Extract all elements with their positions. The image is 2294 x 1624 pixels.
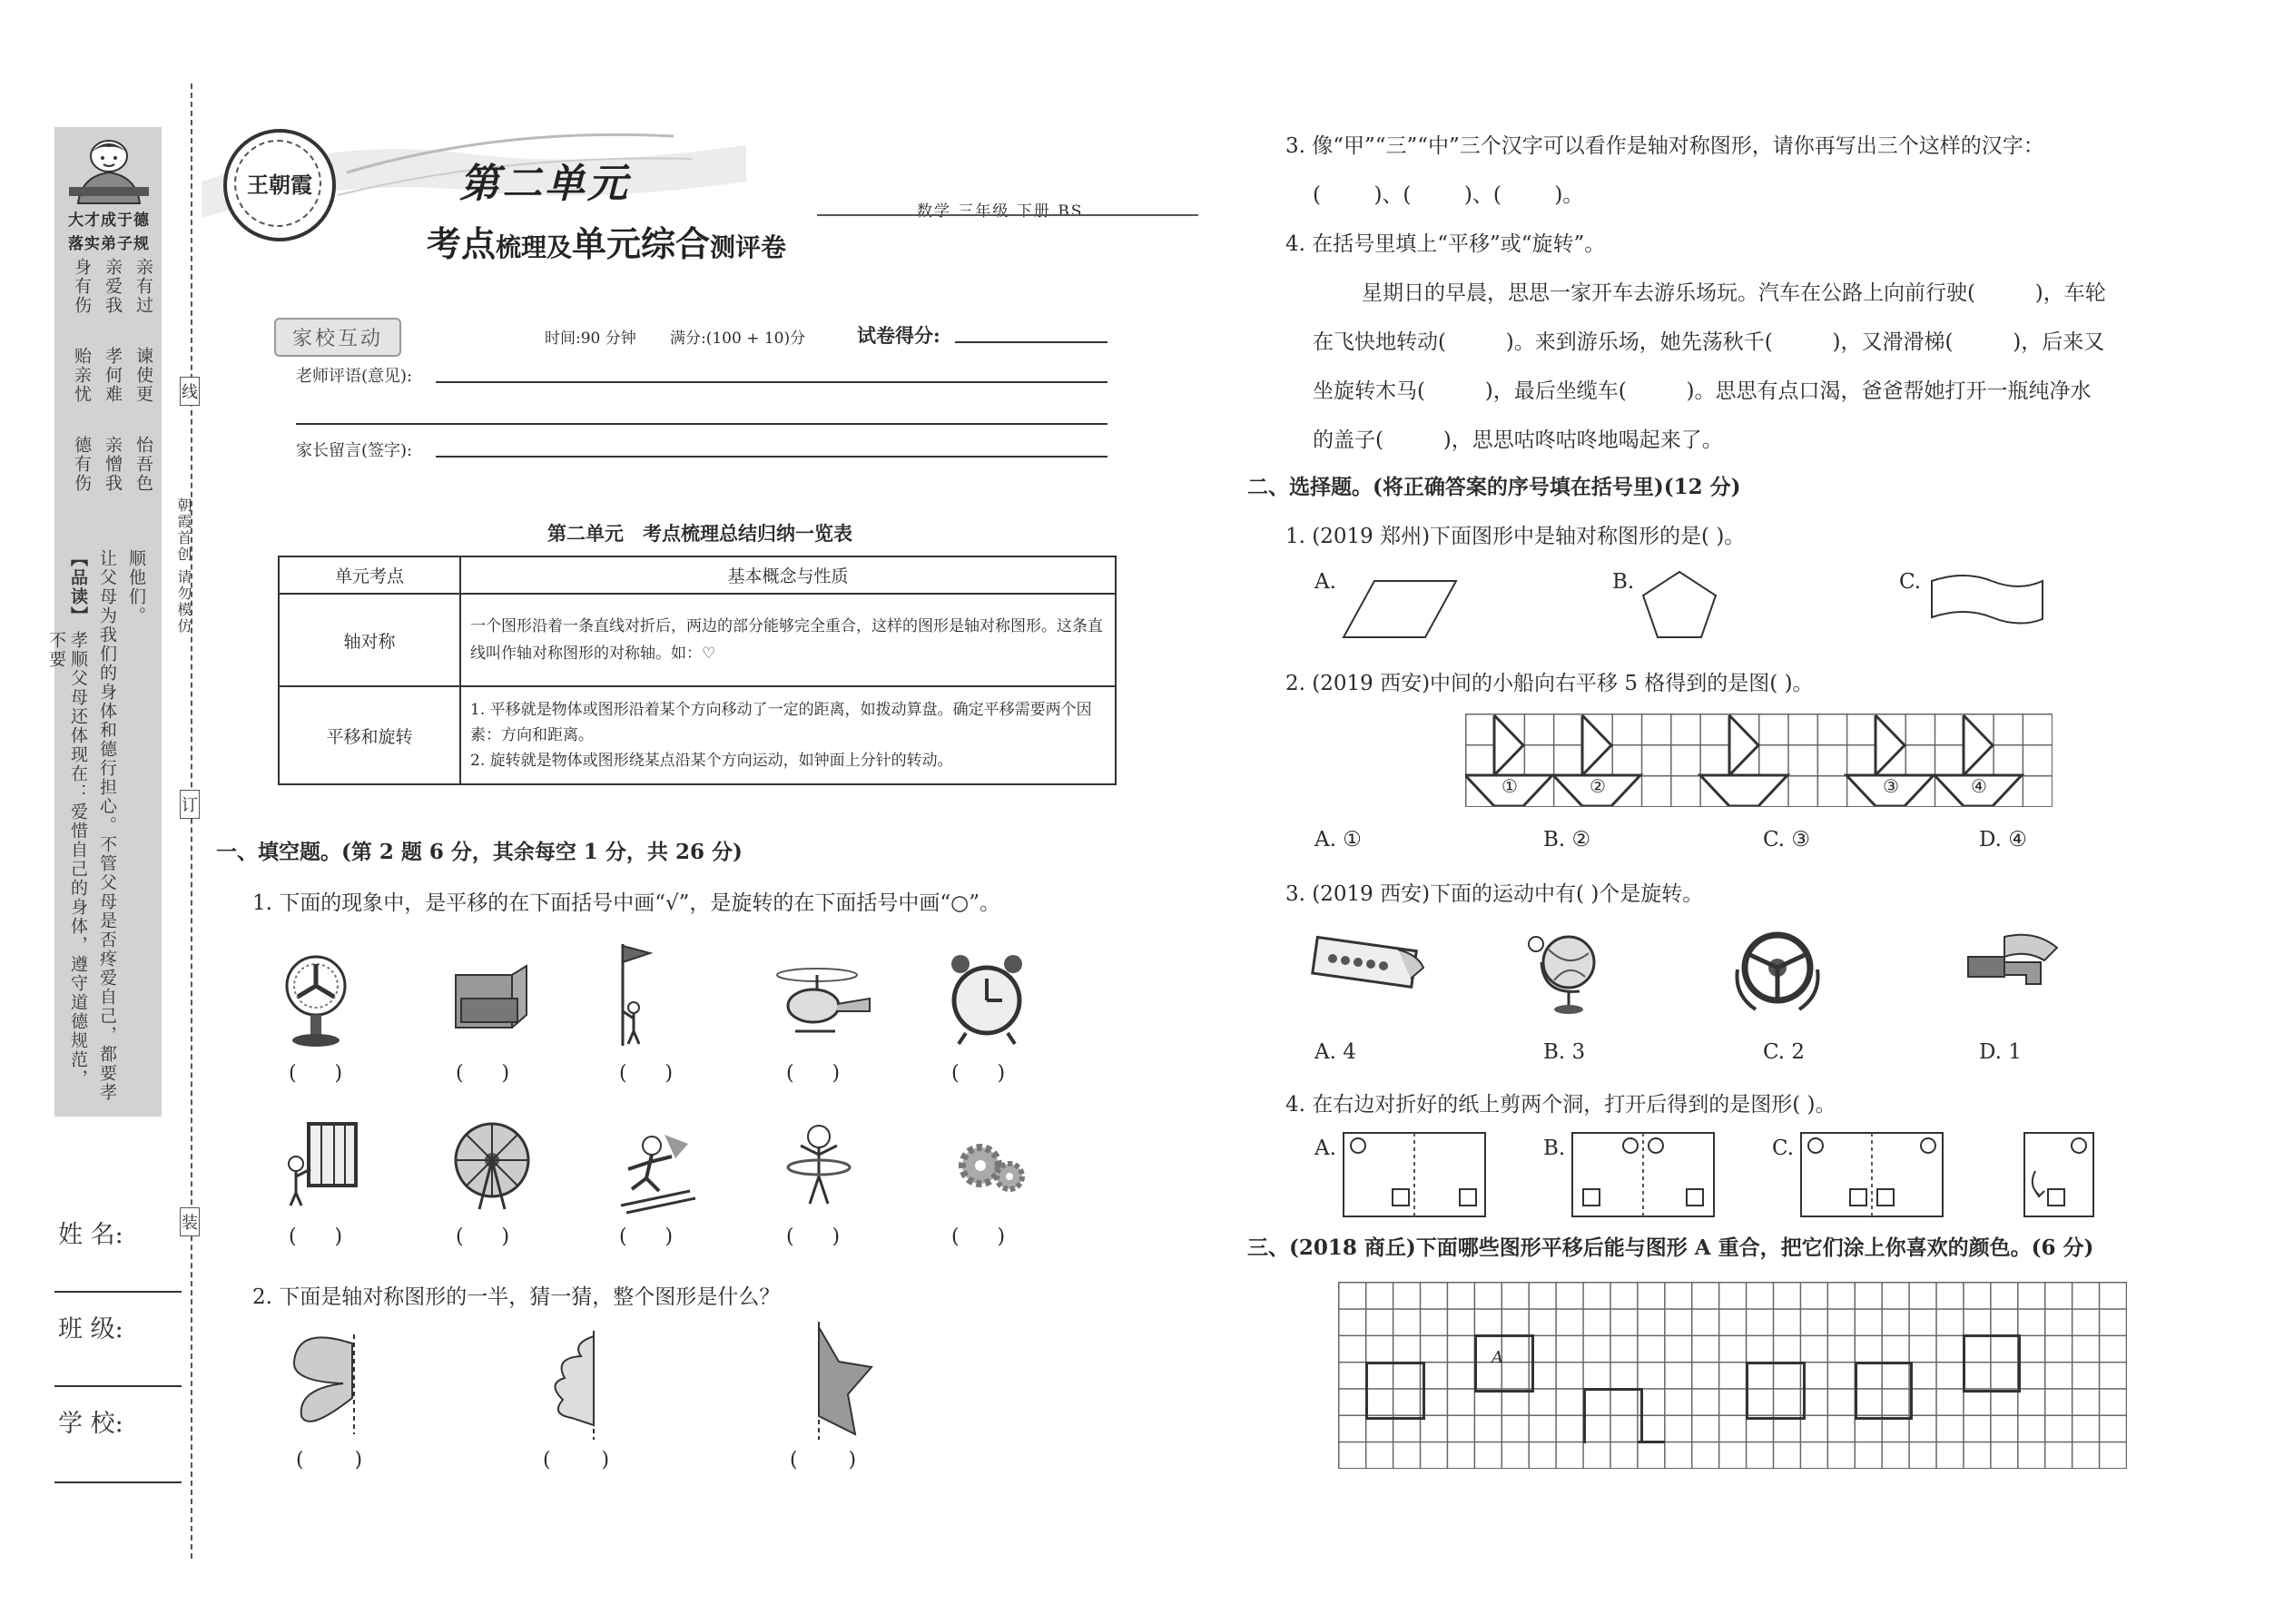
answer-blank[interactable]: ( )	[951, 1062, 1006, 1085]
answer-blank[interactable]: ( )	[456, 1062, 510, 1085]
answer-blank[interactable]: ( )	[289, 1225, 343, 1248]
alarm-clock-icon	[946, 950, 1028, 1053]
answer-blank[interactable]: ( )	[951, 1225, 1006, 1248]
parallelogram-shape	[1342, 577, 1460, 645]
teacher-comment-field-2[interactable]	[296, 423, 1108, 425]
overview-title: 第二单元 考点梳理总结归纳一览表	[547, 523, 852, 545]
option-label: B.	[1543, 1137, 1566, 1160]
teacher-comment-field[interactable]	[436, 381, 1108, 383]
answer-blank[interactable]: ( )	[786, 1225, 841, 1248]
option-label: D. 1	[1979, 1040, 2022, 1064]
story-line: 坐旋转木马( )，最后坐缆车( )。思思有点口渴，爸爸帮她打开一瓶纯净水	[1313, 379, 2092, 403]
boat-mark: ①	[1501, 775, 1518, 797]
half-leaf-icon	[545, 1331, 599, 1443]
story-line: 星期日的早晨，思思一家开车去游乐场玩。汽车在公路上向前行驶( )，车轮	[1362, 281, 2106, 305]
half-butterfly-icon	[289, 1334, 361, 1438]
paper-option-c	[1799, 1131, 1944, 1222]
steering-wheel-icon	[1732, 922, 1823, 1026]
binding-mark: 装	[180, 1207, 200, 1236]
answer-blank[interactable]: ( )	[619, 1062, 674, 1085]
topic-cell: 平移和旋转	[279, 686, 460, 784]
subtitle-c: 单元综合	[572, 223, 711, 264]
option-label: A. ①	[1314, 828, 1362, 851]
boat-mark: ④	[1971, 775, 1987, 797]
paper-option-a	[1342, 1131, 1487, 1222]
name-field[interactable]	[54, 1291, 182, 1293]
verse: 身有伤	[72, 258, 92, 315]
question-1-3-blanks[interactable]: ( )、( )、( )。	[1313, 183, 1584, 207]
parent-comment-label: 家长留言(签字):	[296, 441, 413, 460]
verse-block	[64, 258, 154, 539]
score-label: 试卷得分:	[857, 324, 940, 347]
class-label: 班 级:	[58, 1315, 123, 1343]
globe-icon	[1525, 926, 1607, 1020]
shape-a-label: A	[1492, 1348, 1503, 1367]
grid-shape	[1963, 1334, 2021, 1393]
option-label: C.	[1899, 570, 1922, 594]
option-label: C. 2	[1763, 1040, 1806, 1064]
book-info: 数学 三年级 下册 BS	[917, 202, 1084, 221]
subtitle-b: 梳理及	[496, 232, 573, 262]
question-1-2: 2. 下面是轴对称图形的一半，猜一猜，整个图形是什么？	[252, 1285, 781, 1309]
fan-icon	[274, 950, 358, 1053]
flag-raising-icon	[610, 940, 665, 1053]
section-2-title: 二、选择题。(将正确答案的序号填在括号里)(12 分)	[1247, 475, 1741, 499]
question-1-1: 1. 下面的现象中，是平移的在下面括号中画“√”，是旋转的在下面括号中画“○”。	[252, 891, 1001, 915]
question-2-1: 1. (2019 郑州)下面图形中是轴对称图形的是( )。	[1285, 525, 1746, 548]
overview-table	[278, 556, 1117, 785]
score-field[interactable]	[955, 341, 1108, 343]
story-line: 在飞快地转动( )。来到游乐场，她先荡秋千( )，又滑滑梯( )，后来又	[1313, 330, 2105, 354]
time-text: 时间:90 分钟	[545, 330, 636, 348]
ferris-wheel-icon	[448, 1115, 536, 1218]
motto-line-1: 大才成于德	[68, 212, 150, 230]
teacher-comment-label: 老师评语(意见):	[296, 367, 413, 386]
option-label: C. ③	[1763, 828, 1811, 851]
school-field[interactable]	[54, 1481, 182, 1483]
verse: 怡吾色	[133, 436, 153, 493]
question-2-3: 3. (2019 西安)下面的运动中有( )个是旋转。	[1285, 882, 1704, 906]
verse: 亲憎我	[103, 436, 123, 493]
score-text: 满分:(100 + 10)分	[670, 330, 806, 348]
hula-hoop-icon	[783, 1118, 855, 1213]
verse: 德有伤	[72, 436, 92, 493]
option-label: B.	[1612, 570, 1635, 594]
question-2-4: 4. 在右边对折好的纸上剪两个洞，打开后得到的是图形( )。	[1285, 1093, 1836, 1117]
folded-paper-icon	[2023, 1131, 2095, 1222]
gears-icon	[955, 1135, 1028, 1202]
window-icon	[281, 1118, 363, 1213]
binding-mark: 线	[180, 377, 200, 406]
question-2-2: 2. (2019 西安)中间的小船向右平移 5 格得到的是图( )。	[1285, 672, 1814, 695]
drawer-icon	[448, 962, 532, 1038]
boat-mark: ③	[1883, 775, 1899, 797]
reading-text: 让父母为我们的身体和德行担心。不管父母是否疼爱自己，都要孝	[97, 549, 117, 1102]
shape-a	[1474, 1334, 1534, 1393]
verse: 亲爱我	[103, 258, 123, 315]
boat-grid	[1465, 714, 2053, 807]
question-1-4: 4. 在括号里填上“平移”或“旋转”。	[1285, 232, 1606, 256]
answer-blank[interactable]: ( )	[790, 1449, 857, 1471]
brand-logo	[223, 129, 336, 241]
abacus-icon	[1311, 931, 1429, 999]
parent-comment-field[interactable]	[436, 456, 1108, 458]
reading-title: 【品读】	[68, 549, 88, 625]
answer-blank[interactable]: ( )	[456, 1225, 510, 1248]
copyright-notice: 朝霞首创 请勿模仿	[175, 497, 192, 635]
pentagon-shape	[1639, 568, 1721, 645]
class-field[interactable]	[54, 1385, 182, 1387]
column-header: 单元考点	[279, 556, 460, 594]
grid-shape-tail	[1638, 1441, 1665, 1443]
desc-cell	[460, 686, 1116, 784]
paper-option-b	[1570, 1131, 1716, 1222]
reading-text: 孝顺父母还体现在：爱惜自己的身体，遵守道德规范，不要	[46, 631, 88, 1088]
grid-shape	[1583, 1388, 1643, 1443]
option-label: A. 4	[1314, 1040, 1356, 1064]
option-label: D. ④	[1979, 828, 2027, 851]
option-label: B. ②	[1543, 828, 1591, 851]
faucet-icon	[1963, 930, 2063, 1006]
verse: 谏使更	[133, 347, 153, 404]
subtitle	[427, 216, 786, 266]
reading-block	[46, 549, 154, 1107]
subtitle-a: 考点	[427, 223, 497, 264]
answer-blank[interactable]: ( )	[289, 1062, 343, 1085]
option-label: A.	[1314, 1137, 1336, 1160]
story-line: 的盖子( )，思思咕咚咕咚地喝起来了。	[1313, 428, 1723, 452]
answer-blank[interactable]: ( )	[619, 1225, 674, 1248]
half-star-icon	[812, 1322, 875, 1443]
section-1-title: 一、填空题。(第 2 题 6 分，其余每空 1 分，共 26 分)	[216, 840, 743, 864]
verse: 亲有过	[133, 258, 153, 315]
desc-line: 2. 旋转就是物体或图形绕某点沿某个方向运动，如钟面上分针的转动。	[470, 752, 953, 770]
unit-title: 第二单元	[459, 161, 630, 207]
logo-text: 王朝霞	[247, 172, 312, 198]
binding-mark: 订	[180, 790, 200, 819]
boat-mark: ②	[1590, 775, 1606, 797]
grid-shape	[1855, 1362, 1913, 1420]
subtitle-d: 测评卷	[710, 232, 787, 262]
motto-line-2: 落实弟子规	[68, 235, 150, 253]
home-school-badge: 家校互动	[274, 318, 401, 357]
answer-blank[interactable]: ( )	[786, 1062, 841, 1085]
verse: 贻亲忧	[72, 347, 92, 404]
section-3-title: 三、(2018 商丘)下面哪些图形平移后能与图形 A 重合，把它们涂上你喜欢的颜色。(6 分)	[1247, 1235, 2094, 1260]
answer-blank[interactable]: ( )	[543, 1449, 610, 1471]
option-label: C.	[1772, 1137, 1795, 1160]
option-label: B. 3	[1543, 1040, 1586, 1064]
child-mascot-icon	[62, 134, 156, 205]
desc-line: 1. 平移就是物体或图形沿着某个方向移动了一定的距离，如拨动算盘。确定平移需要两个因素：方向和距离。	[470, 701, 1092, 744]
skier-icon	[610, 1126, 701, 1220]
answer-blank[interactable]: ( )	[296, 1449, 363, 1471]
flag-shape	[1928, 572, 2046, 634]
name-label: 姓 名:	[58, 1221, 123, 1249]
verse: 孝何难	[103, 347, 123, 404]
grid-shape	[1365, 1362, 1425, 1420]
option-label: A.	[1314, 570, 1336, 594]
school-label: 学 校:	[58, 1410, 123, 1438]
grid-shape	[1746, 1362, 1806, 1420]
column-header: 基本概念与性质	[460, 556, 1116, 594]
header-rule	[817, 214, 1198, 216]
binding-cut-line	[191, 84, 192, 1559]
reading-text: 顺他们。	[126, 549, 146, 625]
topic-cell: 轴对称	[279, 594, 460, 686]
question-1-3: 3. 像“甲”“三”“中”三个汉字可以看作是轴对称图形，请你再写出三个这样的汉字：	[1285, 134, 2044, 158]
translation-grid[interactable]	[1338, 1282, 2127, 1469]
desc-cell: 一个图形沿着一条直线对折后，两边的部分能够完全重合，这样的图形是轴对称图形。这条直线叫作轴对称图形的对称轴。如：♡	[460, 594, 1116, 686]
helicopter-icon	[768, 962, 877, 1048]
